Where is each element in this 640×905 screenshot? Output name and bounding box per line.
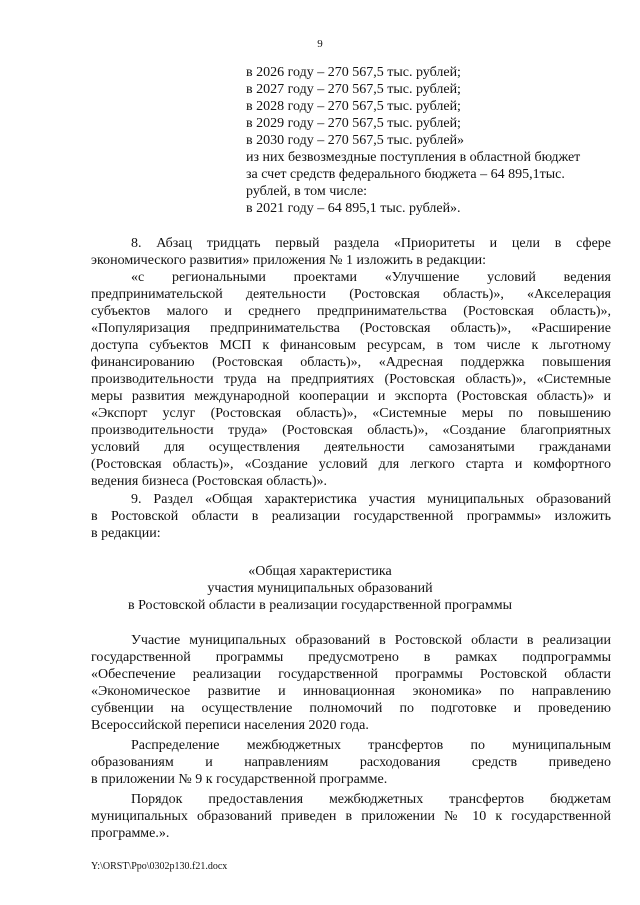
funding-line: в 2029 году – 270 567,5 тыс. рублей; [246, 116, 461, 131]
funding-line: в 2028 году – 270 567,5 тыс. рублей; [246, 99, 461, 114]
page-number: 9 [317, 38, 323, 50]
paragraph-line: в приложении № 9 к государственной программе. [91, 772, 388, 787]
paragraph-line: образованиям и направлениям расходования средств приведено [91, 755, 611, 770]
item-8-quote-line: (Ростовская область)», «Создание условий для легкого старта и комфортного [91, 457, 611, 472]
funding-line: в 2026 году – 270 567,5 тыс. рублей; [246, 65, 461, 80]
section-heading-line: в Ростовской области в реализации государственной программы [127, 598, 513, 613]
item-8-intro-line: экономического развития» приложения № 1 изложить в редакции: [91, 253, 486, 268]
item-8-intro-line: 8. Абзац тридцать первый раздела «Приоритеты и цели в сфере [131, 236, 611, 251]
paragraph-line: Порядок предоставления межбюджетных трансфертов бюджетам [131, 792, 611, 807]
funding-line: рублей, в том числе: [246, 184, 368, 199]
paragraph-line: Участие муниципальных образований в Ростовской области в реализации [131, 633, 611, 648]
item-9-intro-line: 9. Раздел «Общая характеристика участия муниципальных образований [131, 492, 611, 507]
funding-line: в 2021 году – 64 895,1 тыс. рублей». [246, 201, 461, 216]
item-8-quote-line: субъектов малого и среднего предпринимательства (Ростовская область)», [91, 304, 611, 319]
item-8-quote-line: ведения бизнеса (Ростовская область)». [91, 474, 328, 489]
funding-line: в 2027 году – 270 567,5 тыс. рублей; [246, 82, 461, 97]
item-8-quote-line: меры развития международной кооперации и экспорта (Ростовская область)» и [91, 389, 611, 404]
paragraph-line: программе.». [91, 826, 170, 841]
item-8-quote-line: финансированию (Ростовская область)», «Адресная поддержка повышения [91, 355, 611, 370]
paragraph-line: государственной программы предусмотрено в рамках подпрограммы [91, 650, 611, 665]
section-heading-line: участия муниципальных образований [207, 581, 433, 596]
item-8-quote-line: условий для осуществления деятельности самозанятыми гражданами [91, 440, 611, 455]
paragraph-line: Всероссийской переписи населения 2020 года. [91, 718, 369, 733]
funding-line: за счет средств федерального бюджета – 64 895,1тыс. [246, 167, 565, 182]
item-9-intro-line: в редакции: [91, 526, 161, 541]
section-heading-line: «Общая характеристика [248, 564, 392, 579]
paragraph-line: «Обеспечение реализации государственной программы Ростовской области [91, 667, 611, 682]
item-8-quote-line: «Популяризация предпринимательства (Ростовская область)», «Расширение [91, 321, 611, 336]
paragraph-line: «Экономическое развитие и инновационная экономика» по направлению [91, 684, 611, 699]
footer-file-path: Y:\ORST\Ppo\0302p130.f21.docx [91, 861, 228, 872]
item-8-quote-line: доступа субъектов МСП к финансовым ресурсам, в том числе к льготному [91, 338, 611, 353]
paragraph-line: муниципальных образований приведен в приложении № 10 к государственной [91, 809, 611, 824]
item-8-quote-line: производительности труда на предприятиях (Ростовская область)», «Системные [91, 372, 611, 387]
item-9-intro-line: в Ростовской области в реализации государственной программы» изложить [91, 509, 611, 524]
item-8-quote-line: «с региональными проектами «Улучшение условий ведения [131, 270, 611, 285]
item-8-quote-line: «Экспорт услуг (Ростовская область)», «Системные меры по повышению [91, 406, 611, 421]
item-8-quote-line: производительности труда» (Ростовская область)», «Создание благоприятных [91, 423, 611, 438]
paragraph-line: Распределение межбюджетных трансфертов по муниципальным [131, 738, 611, 753]
funding-line: в 2030 году – 270 567,5 тыс. рублей» [246, 133, 465, 148]
funding-line: из них безвозмездные поступления в областной бюджет [246, 150, 581, 165]
paragraph-line: субвенции на осуществление полномочий по подготовке и проведению [91, 701, 611, 716]
item-8-quote-line: предпринимательской деятельности (Ростовская область)», «Акселерация [91, 287, 611, 302]
